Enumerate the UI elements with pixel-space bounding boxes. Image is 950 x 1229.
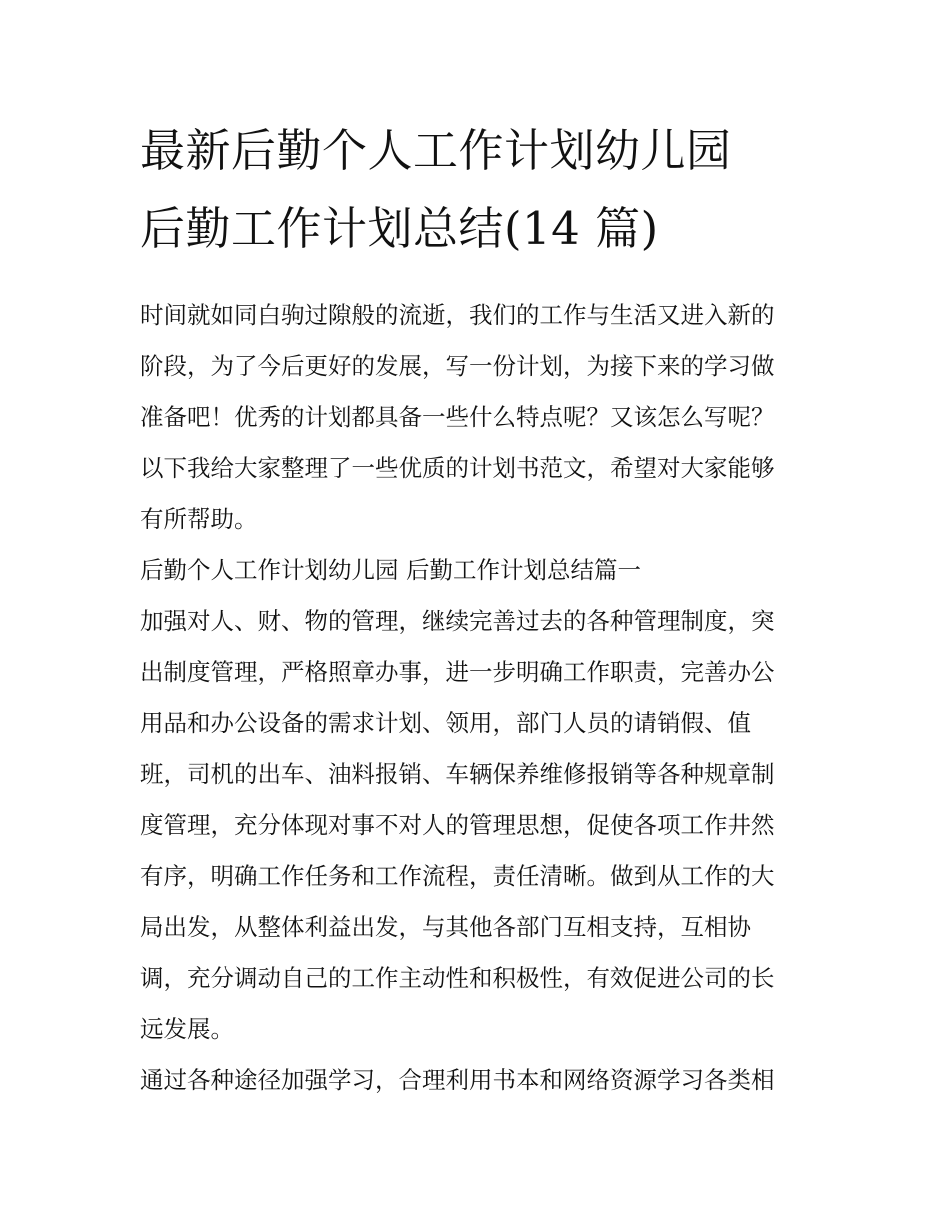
- paragraph-line: 加强对人、财、物的管理，继续完善过去的各种管理制度，突: [140, 607, 775, 635]
- paragraph-line: 出制度管理，严格照章办事，进一步明确工作职责，完善办公: [140, 658, 775, 686]
- paragraph-line: 班，司机的出车、油料报销、车辆保养维修报销等各种规章制: [140, 760, 775, 788]
- paragraph-2: [140, 1055, 812, 1106]
- intro-line: 以下我给大家整理了一些优质的计划书范文，希望对大家能够: [140, 454, 775, 482]
- section-heading: 后勤个人工作计划幼儿园 后勤工作计划总结篇一: [140, 556, 641, 584]
- paragraph-line: 通过各种途径加强学习，合理利用书本和网络资源学习各类相: [140, 1066, 775, 1094]
- paragraph-line: 局出发，从整体利益出发，与其他各部门互相支持，互相协: [140, 913, 751, 941]
- intro-line: 准备吧！优秀的计划都具备一些什么特点呢？又该怎么写呢？: [140, 403, 775, 431]
- title-line: 最新后勤个人工作计划幼儿园: [140, 124, 732, 177]
- intro-paragraph: [140, 290, 812, 545]
- paragraph-line: 有序，明确工作任务和工作流程，责任清晰。做到从工作的大: [140, 862, 775, 890]
- paragraph-line: 调，充分调动自己的工作主动性和积极性，有效促进公司的长: [140, 964, 775, 992]
- intro-line: 有所帮助。: [140, 505, 258, 533]
- paragraph-1: [140, 596, 812, 1055]
- intro-line: 阶段，为了今后更好的发展，写一份计划，为接下来的学习做: [140, 352, 775, 380]
- paragraph-line: 度管理，充分体现对事不对人的管理思想，促使各项工作井然: [140, 811, 775, 839]
- section: [140, 545, 812, 596]
- title-line: 后勤工作计划总结(14 篇): [140, 202, 659, 255]
- document-content: [140, 112, 812, 1106]
- paragraph-line: 远发展。: [140, 1015, 234, 1043]
- intro-line: 时间就如同白驹过隙般的流逝，我们的工作与生活又进入新的: [140, 301, 775, 329]
- document-title: [140, 112, 812, 268]
- paragraph-line: 用品和办公设备的需求计划、领用，部门人员的请销假、值: [140, 709, 751, 737]
